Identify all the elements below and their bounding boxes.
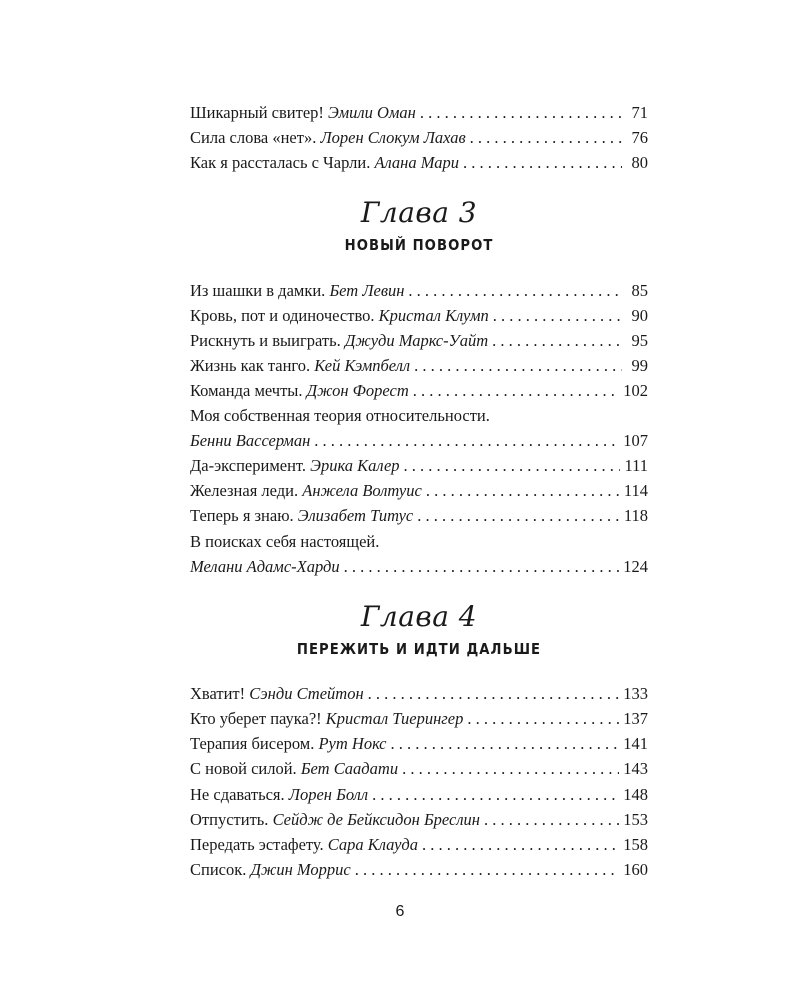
entry-title: Передать эстафету.	[190, 835, 324, 854]
entry-title: Моя собственная теория относительности.	[190, 406, 490, 425]
entry-title: В поисках себя настоящей.	[190, 532, 380, 551]
toc-entry	[190, 431, 648, 451]
entry-title: Теперь я знаю.	[190, 506, 294, 525]
toc-entry-title-line	[190, 406, 648, 426]
entry-page-number: 99	[631, 356, 648, 375]
entry-page-number: 71	[631, 103, 648, 122]
dot-leader	[413, 381, 619, 401]
toc-entry	[190, 734, 648, 754]
entry-author: Бет Левин	[329, 281, 405, 300]
entry-page-number: 153	[623, 810, 648, 829]
dot-leader	[417, 506, 620, 526]
entry-title: Железная леди.	[190, 481, 299, 500]
dot-leader	[344, 557, 620, 577]
dot-leader	[314, 431, 619, 451]
entry-title: Отпустить.	[190, 810, 269, 829]
entry-page-number: 90	[631, 306, 648, 325]
dot-leader	[463, 153, 622, 173]
entry-title: Хватит!	[190, 684, 246, 703]
toc-entry	[190, 456, 648, 476]
entry-author: Кристал Тиерингер	[325, 709, 464, 728]
entry-author: Лорен Болл	[288, 785, 369, 804]
entry-page-number: 133	[623, 684, 648, 703]
entry-title: Кровь, пот и одиночество.	[190, 306, 375, 325]
entry-page-number: 107	[623, 431, 648, 450]
toc-entry	[190, 356, 648, 376]
toc-entry	[190, 506, 648, 526]
entry-author: Рут Нокс	[318, 734, 387, 753]
toc-entry-title-line	[190, 532, 648, 552]
dot-leader	[484, 810, 619, 830]
toc-entry	[190, 785, 648, 805]
entry-author: Анжела Волтуис	[302, 481, 422, 500]
dot-leader	[368, 684, 620, 704]
toc-entry	[190, 860, 648, 880]
entry-title: Шикарный свитер!	[190, 103, 324, 122]
dot-leader	[414, 356, 622, 376]
entry-author: Эмили Оман	[328, 103, 416, 122]
entry-author: Джин Моррис	[250, 860, 351, 879]
dot-leader	[467, 709, 619, 729]
toc-entry	[190, 835, 648, 855]
entry-page-number: 114	[623, 481, 648, 500]
entry-page-number: 141	[623, 734, 648, 753]
entry-page-number: 76	[631, 128, 648, 147]
chapter-title: НОВЫЙ ПОВОРОТ	[344, 236, 494, 254]
entry-author: Лорен Слокум Лахав	[320, 128, 466, 147]
entry-author: Бет Саадати	[300, 759, 399, 778]
entry-page-number: 160	[623, 860, 648, 879]
entry-author: Кристал Клумп	[378, 306, 489, 325]
entry-page-number: 118	[623, 506, 648, 525]
dot-leader	[355, 860, 619, 880]
entry-title: Жизнь как танго.	[190, 356, 311, 375]
toc-entry	[190, 153, 648, 173]
dot-leader	[422, 835, 619, 855]
entry-page-number: 80	[631, 153, 648, 172]
toc-entry	[190, 128, 648, 148]
toc-entry	[190, 684, 648, 704]
entry-title: Как я рассталась с Чарли.	[190, 153, 371, 172]
toc-entry	[190, 810, 648, 830]
dot-leader	[426, 481, 620, 501]
toc-entry	[190, 481, 648, 501]
entry-author: Алана Мари	[374, 153, 459, 172]
toc-entry	[190, 557, 648, 577]
page-number: 6	[395, 903, 405, 920]
entry-title: Команда мечты.	[190, 381, 303, 400]
toc-entry	[190, 281, 648, 301]
entry-author: Элизабет Титус	[297, 506, 414, 525]
entry-author: Джуди Маркс-Уайт	[344, 331, 489, 350]
entry-author: Эрика Калер	[310, 456, 400, 475]
entry-page-number: 137	[623, 709, 648, 728]
entry-author: Джон Форест	[306, 381, 409, 400]
entry-page-number: 95	[631, 331, 648, 350]
entry-author: Кей Кэмпбелл	[314, 356, 411, 375]
dot-leader	[492, 331, 622, 351]
toc-entry	[190, 306, 648, 326]
entry-author: Мелани Адамс-Харди	[190, 557, 340, 576]
entry-author: Бенни Вассерман	[190, 431, 311, 450]
toc-entry	[190, 331, 648, 351]
entry-author: Сара Клауда	[327, 835, 419, 854]
chapter-label: Глава 3	[360, 196, 478, 229]
entry-page-number: 158	[623, 835, 648, 854]
entry-author: Сэнди Стейтон	[249, 684, 364, 703]
entry-page-number: 85	[631, 281, 648, 300]
chapter-title: ПЕРЕЖИТЬ И ИДТИ ДАЛЬШЕ	[296, 640, 542, 658]
toc-entry	[190, 103, 648, 123]
entry-title: Из шашки в дамки.	[190, 281, 326, 300]
entry-title: Да-эксперимент.	[190, 456, 307, 475]
entry-title: Сила слова «нет».	[190, 128, 317, 147]
entry-title: Терапия бисером.	[190, 734, 315, 753]
dot-leader	[404, 456, 621, 476]
dot-leader	[408, 281, 622, 301]
entry-page-number: 124	[623, 557, 648, 576]
toc-entry	[190, 759, 648, 779]
entry-title: Не сдаваться.	[190, 785, 285, 804]
entry-title: Кто уберет паука?!	[190, 709, 322, 728]
entry-title: Рискнуть и выиграть.	[190, 331, 341, 350]
entry-page-number: 102	[623, 381, 648, 400]
dot-leader	[420, 103, 622, 123]
entry-page-number: 111	[624, 456, 648, 475]
dot-leader	[402, 759, 619, 779]
entry-page-number: 148	[623, 785, 648, 804]
dot-leader	[391, 734, 620, 754]
entry-title: С новой силой.	[190, 759, 297, 778]
dot-leader	[372, 785, 619, 805]
toc-entry	[190, 381, 648, 401]
entry-title: Список.	[190, 860, 247, 879]
dot-leader	[470, 128, 622, 148]
entry-page-number: 143	[623, 759, 648, 778]
chapter-label: Глава 4	[360, 600, 478, 633]
toc-entry	[190, 709, 648, 729]
entry-author: Сейдж де Бейксидон Бреслин	[272, 810, 480, 829]
dot-leader	[493, 306, 622, 326]
